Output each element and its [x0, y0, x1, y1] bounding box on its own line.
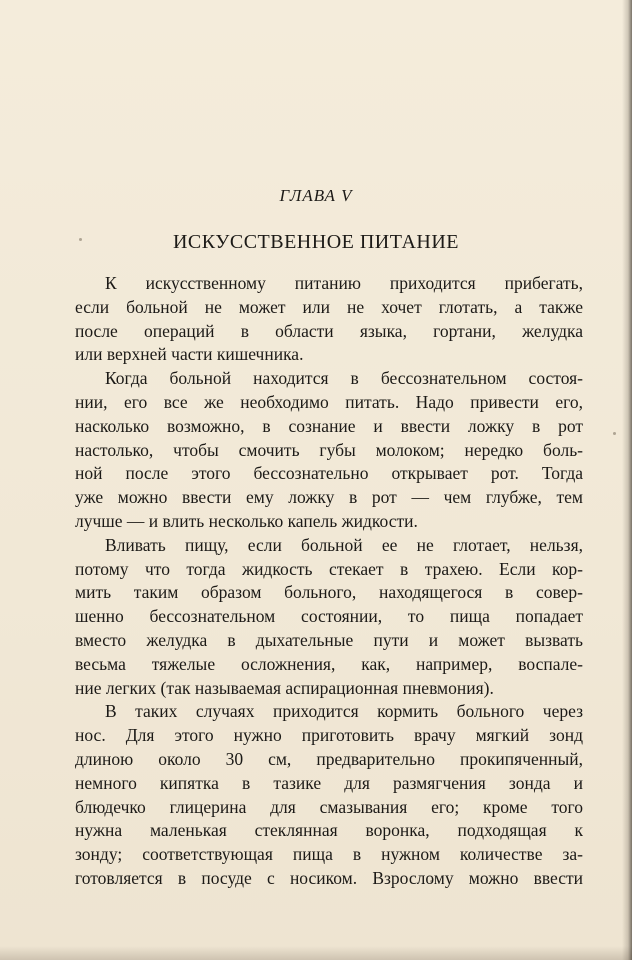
text-line: зонду; соответствующая пища в нужном количестве за-	[75, 844, 583, 865]
text-line: готовляется в посуде с носиком. Взрослому можно ввести	[75, 867, 583, 888]
text-line: нии, его все же необходимо питать. Надо привести его,	[75, 391, 583, 412]
text-line: настолько, чтобы смочить губы молоком; нередко боль-	[75, 439, 583, 460]
paragraph	[75, 700, 583, 890]
text-line: Вливать пищу, если больной ее не глотает, нельзя,	[105, 534, 583, 555]
text-line: шенно бессознательном состоянии, то пища попадает	[75, 606, 583, 627]
paragraph	[75, 534, 583, 701]
text-line: К искусственному питанию приходится прибегать,	[105, 273, 583, 293]
text-line: немного кипятка в тазике для размягчения зонда и	[75, 772, 583, 793]
chapter-label: ГЛАВА V	[279, 186, 353, 205]
text-line: весьма тяжелые осложнения, как, например, воспале-	[75, 653, 583, 674]
paragraph	[75, 272, 583, 367]
text-line: уже можно ввести ему ложку в рот — чем глубже, тем	[75, 487, 583, 508]
text-line: В таких случаях приходится кормить больного через	[105, 701, 583, 722]
text-line: ние легких (так называемая аспирационная пневмония).	[75, 677, 494, 698]
text-line: нос. Для этого нужно приготовить врачу мягкий зонд	[75, 725, 583, 746]
text-line: нужна маленькая стеклянная воронка, подходящая к	[75, 820, 583, 841]
text-line: длиною около 30 см, предварительно прокипяченный,	[75, 748, 583, 769]
text-line: мить таким образом больного, находящегося в совер-	[75, 582, 583, 603]
text-line: или верхней части кишечника.	[75, 344, 304, 365]
text-line: если больной не может или не хочет глотать, а также	[75, 296, 583, 317]
body-text	[75, 272, 583, 891]
page-bottom-shadow	[0, 946, 632, 960]
text-line: лучше — и влить несколько капель жидкости.	[75, 510, 418, 531]
text-line: ной после этого бессознательно открывает рот. Тогда	[75, 463, 583, 484]
text-line: вместо желудка в дыхательные пути и может вызвать	[75, 629, 583, 650]
text-line: блюдечко глицерина для смазывания его; кроме того	[75, 796, 583, 817]
text-line: насколько возможно, в сознание и ввести ложку в рот	[75, 415, 583, 436]
text-line: после операций в области языка, гортани, желудка	[75, 320, 583, 341]
text-line: потому что тогда жидкость стекает в трахею. Если кор-	[75, 558, 583, 579]
paragraph	[75, 367, 583, 534]
chapter-title: ИСКУССТВЕННОЕ ПИТАНИЕ	[172, 231, 460, 253]
page-edge-shadow	[622, 0, 632, 960]
paper-speck	[613, 432, 616, 435]
text-line: Когда больной находится в бессознательном состоя-	[105, 368, 583, 389]
